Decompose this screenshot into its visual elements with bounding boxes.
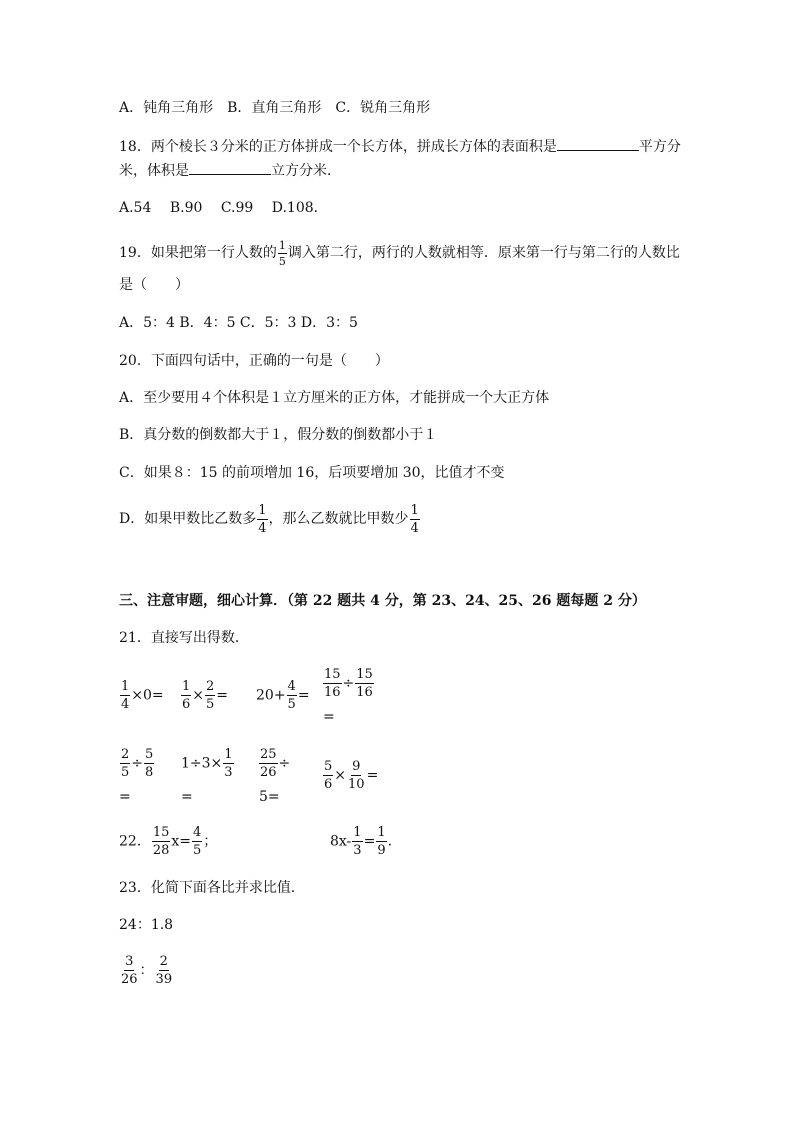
q21-e4-fraction-2 — [355, 668, 374, 699]
q19-text-a: 19．如果把第一行人数的 — [119, 245, 277, 261]
q21-e6-den: 3 — [224, 765, 233, 780]
q21-e5-fraction-2 — [144, 748, 154, 779]
q21-e5-d1: 5 — [121, 765, 130, 780]
q21-e2-op: × — [192, 687, 205, 704]
q18-text-d: 立方分米． — [271, 163, 341, 179]
q21-expr-8 — [322, 760, 378, 791]
q21-e1-den: 4 — [121, 697, 130, 712]
q19-frac-num: 1 — [278, 238, 286, 252]
q22-a-fraction-1 — [152, 826, 171, 857]
q21-e8-n1: 5 — [324, 759, 333, 774]
q21-e5-d2: 8 — [145, 765, 154, 780]
q21-e3-fraction — [287, 680, 297, 711]
q21-e5-n2: 5 — [145, 747, 154, 762]
q23-r2-d2: 39 — [155, 972, 173, 987]
q19-line1 — [119, 238, 680, 268]
q22-b-mid: = — [363, 833, 376, 850]
q21-e1-num: 1 — [121, 679, 130, 694]
q23-r2-d1: 26 — [121, 972, 138, 987]
q22-a-fraction-2 — [192, 826, 202, 857]
q19-line2: 是（ ） — [119, 277, 189, 293]
q21-e5-eq: = — [119, 789, 131, 805]
q20-option-d-text-a: D．如果甲数比乙数多 — [119, 511, 257, 527]
q23-ratio-1: 24：1.8 — [119, 917, 174, 933]
q21-e6-num: 1 — [224, 747, 233, 762]
q23-r2-fraction-1 — [120, 955, 139, 986]
q22-equation-b — [330, 826, 392, 857]
q20-d-fraction-2 — [410, 504, 420, 535]
q21-expr-3 — [256, 680, 310, 711]
q20-option-a: A．至少要用４个体积是１立方厘米的正方体，才能拼成一个大正方体 — [119, 390, 550, 406]
q21-e3-eq: = — [297, 687, 310, 704]
q21-e8-fraction-2 — [347, 760, 366, 791]
q21-e4-n2: 15 — [356, 667, 373, 682]
q21-e8-eq: = — [366, 767, 379, 784]
q21-e7-eq: 5= — [259, 789, 280, 805]
q23-stem: 23．化简下面各比并求比值． — [119, 880, 305, 896]
q22-label: 22． — [119, 833, 151, 850]
q21-e1-rest: ×0= — [131, 687, 164, 704]
q22-equation-a — [119, 826, 217, 857]
q21-e7-den: 26 — [260, 765, 277, 780]
q21-expr-4 — [322, 668, 375, 699]
q21-e3-pre: 20+ — [256, 687, 286, 704]
q21-e5-op: ÷ — [131, 755, 144, 772]
q21-e4-fraction-1 — [323, 668, 342, 699]
q20-d-f2-num: 1 — [410, 502, 419, 518]
q22-b-end: . — [387, 833, 393, 850]
q21-expr-1 — [119, 680, 164, 711]
q19-text-b: 调入第二行，两行的人数就相等．原来第一行与第二行的人数比 — [287, 245, 680, 261]
q23-r2-fraction-2 — [155, 955, 174, 986]
section3-heading: 三、注意审题，细心计算．（第 22 题共 4 分，第 23、24、25、26 题每题 2 分） — [119, 593, 646, 609]
q22-b-n2: 1 — [377, 825, 386, 840]
q20-d-f2-den: 4 — [410, 520, 419, 536]
q21-e3-num: 4 — [287, 679, 296, 694]
q20-stem: 20．下面四句话中，正确的一句是（ ） — [119, 353, 389, 369]
q22-b-n1: 1 — [353, 825, 362, 840]
q18-blank-area[interactable] — [557, 136, 639, 151]
q18-text-a: 18．两个棱长３分米的正方体拼成一个长方体，拼成长方体的表面积是 — [119, 139, 557, 155]
q21-e4-d1: 16 — [324, 685, 341, 700]
q21-expr-6 — [181, 748, 235, 779]
q22-a-d2: 5 — [193, 843, 202, 858]
q21-e6-pre: 1÷3× — [181, 755, 223, 772]
q20-d-fraction-1 — [257, 504, 267, 535]
q21-e2-eq: = — [216, 687, 229, 704]
q20-option-b: B．真分数的倒数都大于１，假分数的倒数都小于１ — [119, 427, 438, 443]
q21-e4-op: ÷ — [342, 675, 355, 692]
q17-options: A．钝角三角形 B．直角三角形 C．锐角三角形 — [119, 100, 431, 116]
q23-r2-op: ： — [139, 962, 154, 979]
q19-options: A．5：4 B．4：5 C．5：3 D．3：5 — [119, 315, 358, 331]
q22-b-fraction-1 — [352, 826, 362, 857]
q19-fraction — [278, 240, 287, 267]
q22-b-d1: 3 — [353, 843, 362, 858]
q21-e8-op: × — [334, 767, 347, 784]
q18-text-c: 米，体积是 — [119, 163, 189, 179]
q22-b-pre: 8x- — [330, 833, 352, 850]
q21-e2-fraction-2 — [205, 680, 215, 711]
q20-d-f1-den: 4 — [258, 520, 267, 536]
q21-e6-eq: = — [181, 789, 193, 805]
q21-e4-eq: = — [323, 709, 335, 725]
q21-e2-fraction-1 — [181, 680, 191, 711]
q21-e8-n2: 9 — [352, 759, 361, 774]
q18-options: A.54 B.90 C.99 D.108． — [119, 200, 328, 216]
q21-expr-7 — [258, 748, 290, 779]
q21-e6-fraction — [223, 748, 233, 779]
q21-e5-n1: 2 — [121, 747, 130, 762]
q21-e2-n1: 1 — [182, 679, 191, 694]
q23-r2-n2: 2 — [159, 954, 168, 969]
q22-a-mid: x= — [171, 833, 192, 850]
q21-e8-fraction-1 — [323, 760, 333, 791]
q21-e1-fraction — [120, 680, 130, 711]
q21-e8-d2: 10 — [348, 777, 365, 792]
q21-e5-fraction-1 — [120, 748, 130, 779]
q23-r2-n1: 3 — [125, 954, 134, 969]
q22-a-end: ； — [203, 833, 218, 850]
q21-e4-d2: 16 — [356, 685, 373, 700]
q22-b-fraction-2 — [376, 826, 386, 857]
q21-e8-d1: 6 — [324, 777, 333, 792]
q21-e2-d2: 5 — [206, 697, 215, 712]
q21-e4-n1: 15 — [324, 667, 341, 682]
q22-a-n1: 15 — [152, 825, 170, 840]
q20-option-d — [119, 502, 421, 536]
q21-e2-n2: 2 — [206, 679, 215, 694]
q21-e7-op: ÷ — [278, 755, 291, 772]
q20-option-c: C．如果８：15 的前项增加 16，后项要增加 30，比值才不变 — [119, 465, 505, 481]
q22-a-n2: 4 — [193, 825, 202, 840]
q21-stem: 21．直接写出得数． — [119, 630, 249, 646]
q18-line2 — [119, 160, 341, 181]
q21-e7-num: 25 — [260, 747, 277, 762]
q21-expr-5 — [119, 748, 155, 779]
q19-frac-den: 5 — [278, 254, 286, 268]
q21-e2-d1: 6 — [182, 697, 191, 712]
q21-expr-2 — [180, 680, 228, 711]
q18-text-b: 平方分 — [638, 139, 681, 155]
q18-line1 — [119, 136, 681, 157]
q21-e3-den: 5 — [287, 697, 296, 712]
q22-a-d1: 28 — [152, 843, 170, 858]
q18-blank-volume[interactable] — [189, 160, 271, 175]
q22-b-d2: 9 — [377, 843, 386, 858]
q20-option-d-text-b: ，那么乙数就比甲数少 — [268, 511, 409, 527]
q23-ratio-2 — [119, 955, 174, 986]
q20-d-f1-num: 1 — [258, 502, 267, 518]
q21-e7-fraction — [259, 748, 278, 779]
